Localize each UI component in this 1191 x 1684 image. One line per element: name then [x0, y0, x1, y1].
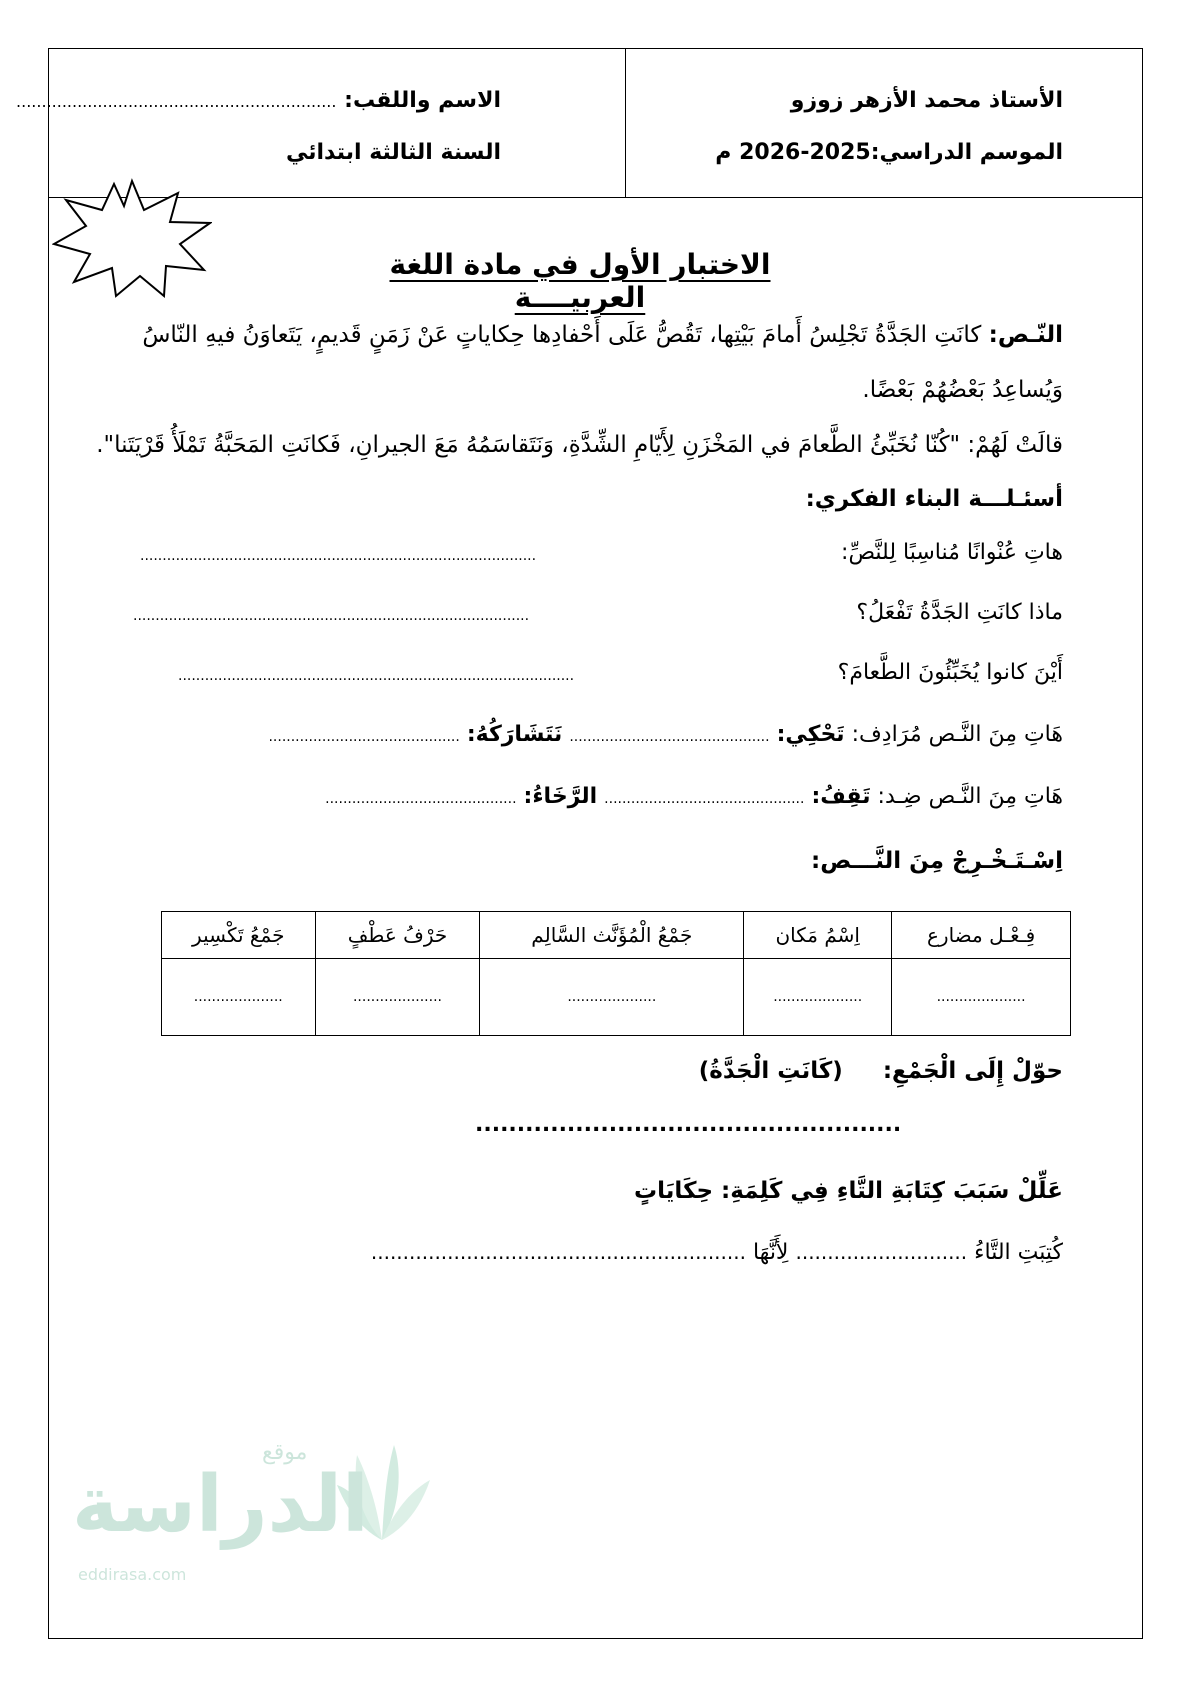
antonym-dots-2[interactable]: ........................................... — [325, 791, 517, 807]
answer-2-dots[interactable]: ......................................................................................... — [133, 608, 530, 624]
name-label: الاسم واللقب: — [344, 88, 501, 113]
reason-question: عَلِّلْ سَبَبَ كِتَابَةِ التَّاءِ فِي كَلِمَةِ: حِكَايَاتٍ — [634, 1178, 1063, 1204]
passage-line-1 — [142, 322, 1063, 348]
school-year: الموسم الدراسي:2025-2026 م — [715, 140, 1063, 165]
answer-cell-5[interactable]: .................... — [162, 959, 316, 1036]
plural-label: حوّلْ إِلَى الْجَمْعِ: — [882, 1058, 1063, 1084]
plural-question — [699, 1058, 1063, 1084]
answer-cell-1[interactable]: .................... — [892, 959, 1071, 1036]
question-4 — [268, 722, 1063, 747]
plural-answer-dots[interactable]: ................................................... — [475, 1112, 902, 1137]
antonym-word-1: تَقِفُ: — [811, 784, 871, 809]
passage-line-2: وَيُساعِدُ بَعْضُهُمْ بَعْضًا. — [862, 377, 1063, 403]
exam-title: الاختبار الأول في مادة اللغة العربيــــة — [389, 248, 771, 314]
antonym-dots-1[interactable]: ............................................. — [604, 791, 805, 807]
question-1: هاتِ عُنْوانًا مُناسِبًا لِلنَّصِّ: — [841, 540, 1063, 565]
synonym-word-1: تَحْكِي: — [776, 722, 845, 747]
synonym-word-2: نَتَشَارَكُهُ: — [466, 722, 563, 747]
extract-table — [161, 911, 1071, 1036]
passage-label: النّـص: — [988, 322, 1063, 348]
synonym-prefix: هَاتِ مِنَ النَّـص مُرَادِف: — [851, 722, 1063, 747]
header-divider — [625, 48, 626, 198]
comprehension-heading: أسئـلـــة البناء الفكري: — [805, 486, 1063, 512]
answer-3-dots[interactable]: ......................................................................................... — [178, 668, 575, 684]
question-2: ماذا كانَتِ الجَدَّةُ تَفْعَلُ؟ — [856, 600, 1063, 625]
table-header-row — [162, 912, 1071, 959]
column-conjunction: حَرْفُ عَطْفٍ — [315, 912, 480, 959]
column-broken-plural: جَمْعُ تَكْسِير — [162, 912, 316, 959]
passage-line-3: قالَتْ لَهُمْ: "كُنّا نُخَبِّئُ الطَّعامَ في المَخْزَنِ لِأَيّامِ الشِّدَّةِ، وَنَتَقاسَمُهُ مَعَ الجيرانِ، فَكانَتِ المَحَبَّةُ تَمْلَأُ قَرْيَتَنا". — [96, 432, 1063, 458]
synonym-dots-2[interactable]: ........................................... — [268, 729, 460, 745]
column-place-noun: اِسْمُ مَكان — [744, 912, 892, 959]
question-3: أَيْنَ كانوا يُخَبِّئُونَ الطَّعامَ؟ — [837, 660, 1063, 685]
antonym-prefix: هَاتِ مِنَ النَّـص ضِـد: — [877, 784, 1063, 809]
name-field[interactable] — [16, 88, 501, 113]
column-feminine-plural: جَمْعُ الْمُؤَنَّث السَّالِم — [480, 912, 744, 959]
table-answer-row — [162, 959, 1071, 1036]
reason-answer-line — [371, 1240, 1063, 1265]
reason-answer-start: كُتِبَتِ التَّاءُ — [974, 1240, 1063, 1265]
antonym-word-2: الرَّخَاءُ: — [523, 784, 598, 809]
name-dots: ............................................................... — [16, 92, 337, 111]
answer-cell-3[interactable]: .................... — [480, 959, 744, 1036]
teacher-name: الأستاذ محمد الأزهر زوزو — [790, 88, 1063, 113]
plural-phrase: (كَانَتِ الْجَدَّةُ) — [698, 1058, 843, 1084]
extract-heading: اِسْـتَـخْـرِجْ مِنَ النَّـــص: — [811, 848, 1063, 874]
answer-1-dots[interactable]: ......................................................................................... — [140, 548, 537, 564]
synonym-dots-1[interactable]: ............................................. — [569, 729, 770, 745]
reason-answer-mid: لِأَنَّهَا — [752, 1240, 789, 1265]
header-box — [48, 48, 1143, 198]
question-5 — [325, 784, 1063, 809]
answer-cell-2[interactable]: .................... — [744, 959, 892, 1036]
passage-text-1: كانَتِ الجَدَّةُ تَجْلِسُ أَمامَ بَيْتِها، تَقُصُّ عَلَى أَحْفادِها حِكاياتٍ عَنْ زَمَنٍ قَديمٍ، يَتَعاوَنُ فيهِ النّاسُ — [142, 322, 982, 348]
watermark-small-text: موقع — [262, 1440, 308, 1465]
reason-dots-b[interactable]: ........................................................... — [370, 1240, 746, 1264]
answer-cell-4[interactable]: .................... — [315, 959, 480, 1036]
watermark-brand-text: الدراسة — [72, 1460, 369, 1550]
starburst-badge-icon — [52, 178, 212, 298]
grade-level: السنة الثالثة ابتدائي — [285, 140, 501, 165]
watermark-logo — [72, 1440, 432, 1590]
watermark-url: eddirasa.com — [78, 1565, 187, 1584]
column-present-verb: فِـعْـل مضارع — [892, 912, 1071, 959]
reason-dots-a[interactable]: ........................... — [795, 1240, 968, 1264]
